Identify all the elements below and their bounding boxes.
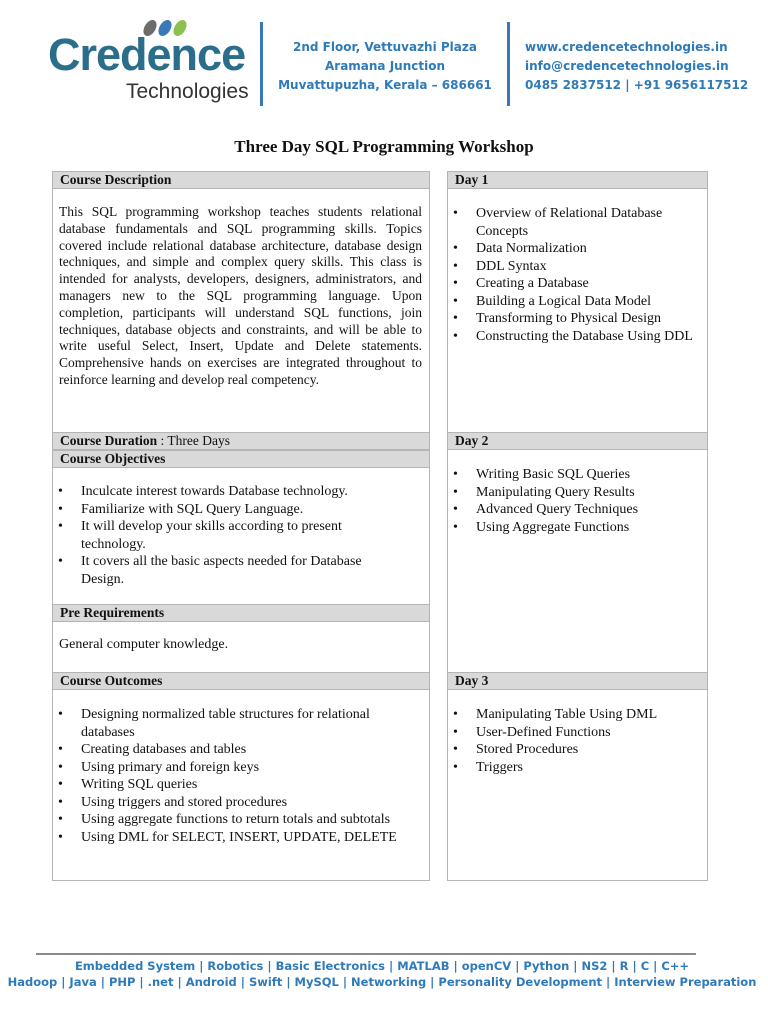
list-item: • Transforming to Physical Design [447, 310, 697, 328]
address-line: 2nd Floor, Vettuvazhi Plaza [293, 40, 477, 54]
list-item: • Writing Basic SQL Queries [447, 466, 697, 484]
list-item: • It will develop your skills according to present technology. [52, 518, 407, 553]
course-outcomes-header: Course Outcomes [52, 672, 430, 690]
footer-courses-line2: Hadoop | Java | PHP | .net | Android | Swift | MySQL | Networking | Personality Development | Interview Preparation [7, 975, 757, 989]
list-item: • Creating databases and tables [52, 741, 407, 759]
logo-subtitle: Technologies [126, 80, 249, 103]
course-duration-row [52, 432, 430, 450]
list-item: • Familiarize with SQL Query Language. [52, 501, 407, 519]
list-item: • Triggers [447, 759, 697, 777]
logo-wordmark: Credence [48, 29, 246, 80]
list-item: • Manipulating Table Using DML [447, 706, 697, 724]
list-item: • User-Defined Functions [447, 724, 697, 742]
address-line: Aramana Junction [324, 59, 446, 73]
course-duration-value: : Three Days [157, 433, 230, 448]
list-item: • Using primary and foreign keys [52, 759, 407, 777]
objectives-list [52, 483, 407, 588]
list-item: • Writing SQL queries [52, 776, 407, 794]
day1-header: Day 1 [447, 171, 708, 189]
day1-list [447, 205, 697, 345]
list-item: • Constructing the Database Using DDL [447, 328, 697, 346]
list-item: • Using DML for SELECT, INSERT, UPDATE, DELETE [52, 829, 407, 847]
list-item: • Using aggregate functions to return totals and subtotals [52, 811, 407, 829]
pre-requirements-text: General computer knowledge. [59, 637, 229, 652]
day3-header: Day 3 [447, 672, 708, 690]
list-item: • Advanced Query Techniques [447, 501, 697, 519]
day3-list [447, 706, 697, 776]
list-item: • It covers all the basic aspects needed for Database Design. [52, 553, 407, 588]
list-item: • Using Aggregate Functions [447, 519, 697, 537]
course-description-header: Course Description [52, 171, 430, 189]
page-title: Three Day SQL Programming Workshop [234, 137, 534, 156]
list-item: • Stored Procedures [447, 741, 697, 759]
phone-numbers: 0485 2837512 | +91 9656117512 [525, 78, 749, 92]
list-item: • Overview of Relational Database Concepts [447, 205, 697, 240]
list-item: • Using triggers and stored procedures [52, 794, 407, 812]
footer-courses-line1: Embedded System | Robotics | Basic Electronics | MATLAB | openCV | Python | NS2 | R | C | C++ [74, 959, 690, 973]
address-line: Muvattupuzha, Kerala – 686661 [278, 78, 492, 92]
day2-list [447, 466, 697, 536]
course-description-text: This SQL programming workshop teaches students relational database fundamentals and SQL programming skills. Topics covered include relational database architecture, database design techniques, and simple and complex query skills. This class is intended for analysts, developers, designers, administrators, and managers new to the SQL programming language. Upon completion, participants will understand SQL functions, join techniques, database objects and constraints, and will be able to write useful Select, Insert, Update and Delete statements. Comprehensive hands on exercises are integrated throughout to reinforce learning and develop real competency. [59, 204, 422, 387]
outcomes-list [52, 706, 407, 846]
list-item: • Inculcate interest towards Database technology. [52, 483, 407, 501]
footer-divider [36, 953, 696, 955]
website-link[interactable]: www.credencetechnologies.in [525, 40, 728, 54]
list-item: • Creating a Database [447, 275, 697, 293]
header-divider [507, 22, 510, 106]
day2-header: Day 2 [447, 432, 708, 450]
course-objectives-header: Course Objectives [52, 450, 430, 468]
list-item: • Data Normalization [447, 240, 697, 258]
list-item: • Manipulating Query Results [447, 484, 697, 502]
list-item: • Building a Logical Data Model [447, 293, 697, 311]
address-block [272, 38, 498, 95]
company-logo [48, 18, 248, 108]
header-divider [260, 22, 263, 106]
list-item: • DDL Syntax [447, 258, 697, 276]
contact-block [525, 38, 765, 95]
list-item: • Designing normalized table structures for relational databases [52, 706, 407, 741]
course-duration-label: Course Duration [60, 433, 158, 448]
email-link[interactable]: info@credencetechnologies.in [525, 59, 729, 73]
pre-requirements-header: Pre Requirements [52, 604, 430, 622]
